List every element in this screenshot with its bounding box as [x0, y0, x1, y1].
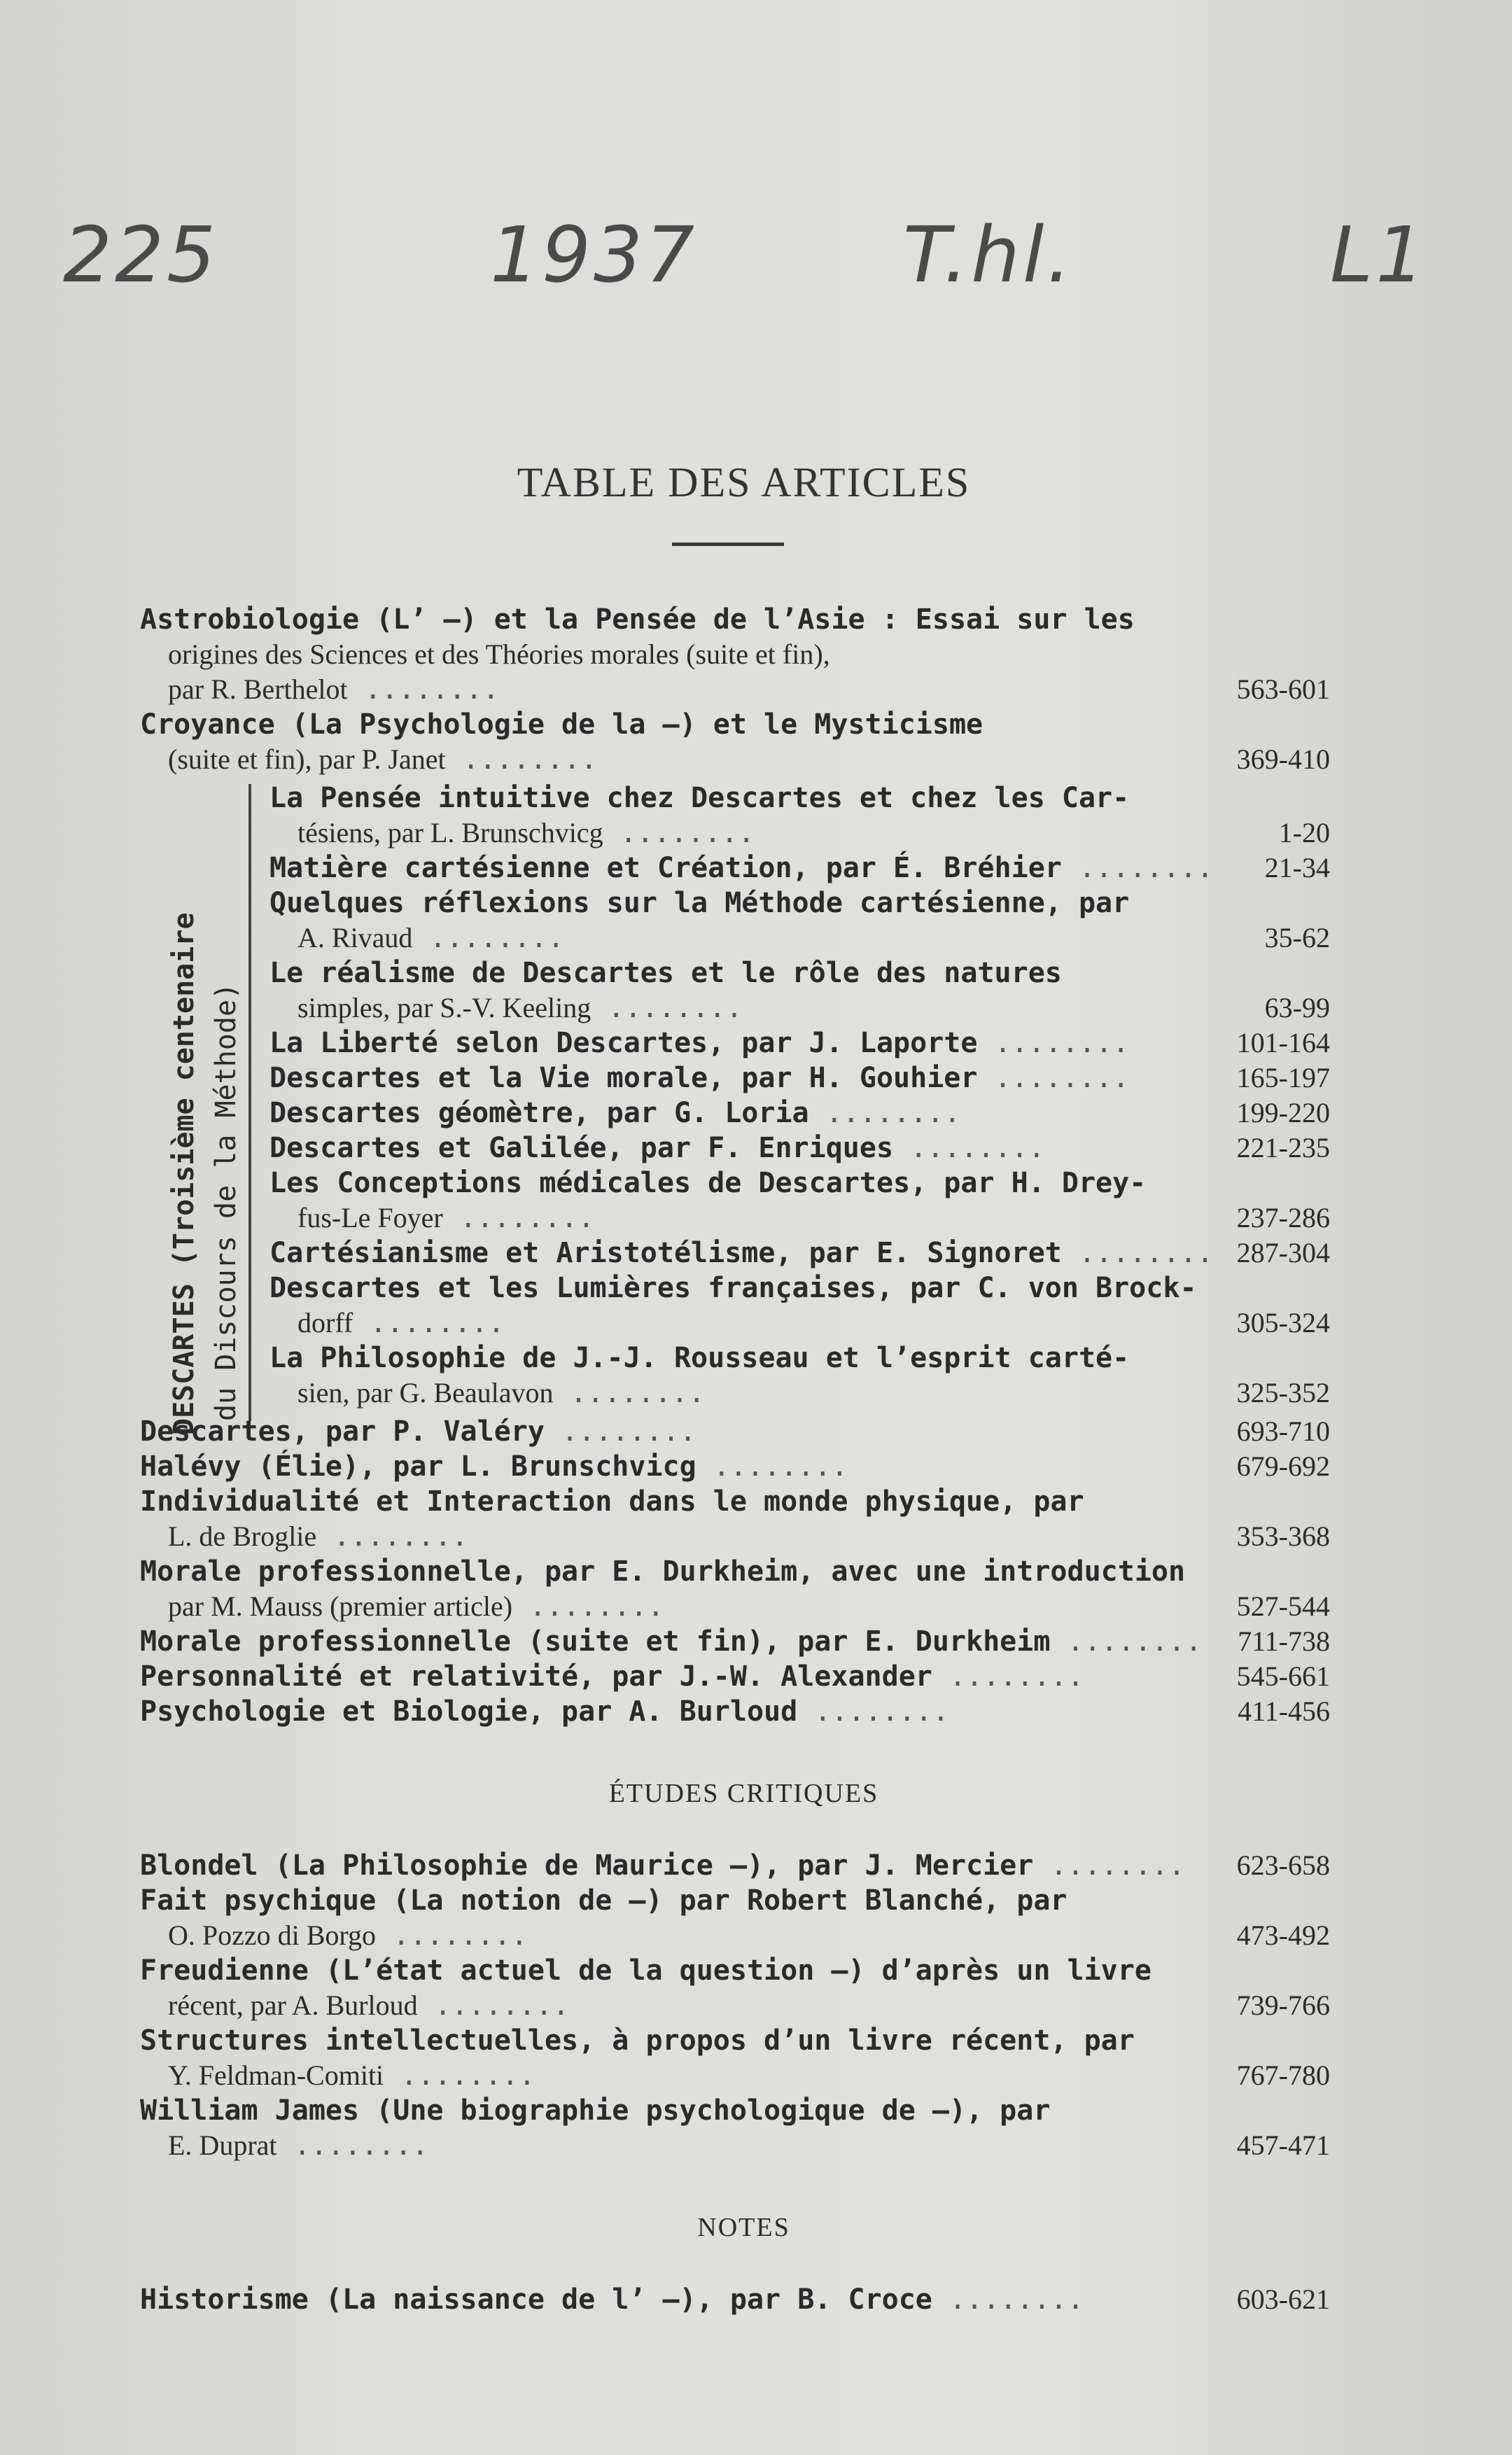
page-title: TABLE DES ARTICLES — [517, 459, 971, 505]
page-range: 457-471 — [1236, 2129, 1330, 2161]
leader-dots: ........ — [553, 1377, 706, 1409]
entry-text: Y. Feldman-Comiti — [168, 2059, 384, 2091]
entry-line — [270, 1376, 1330, 1411]
etude-entry — [140, 1883, 1330, 1953]
etude-entry — [140, 2023, 1330, 2093]
descartes-article-entry — [270, 956, 1330, 1026]
descartes-article-entry — [270, 1166, 1330, 1236]
page-range: 221-235 — [1236, 1132, 1330, 1163]
article-entry — [140, 1694, 1330, 1729]
page-range: 325-352 — [1236, 1377, 1330, 1408]
etude-entry — [140, 2093, 1330, 2163]
entry-line — [270, 1166, 1330, 1201]
entry-line — [140, 707, 1330, 742]
page-range: 353-368 — [1236, 1520, 1330, 1552]
entry-line — [270, 1061, 1330, 1096]
entry-line — [140, 742, 1330, 777]
page-range: 545-661 — [1236, 1660, 1330, 1692]
leader-dots: ........ — [316, 1520, 468, 1553]
descartes-article-entry — [270, 1341, 1330, 1411]
entry-text: récent, par A. Burloud — [168, 1989, 418, 2021]
descartes-article-entry — [270, 851, 1330, 886]
entry-line — [270, 1131, 1330, 1166]
article-entry — [140, 1624, 1330, 1659]
entry-text: William James (Une biographie psychologique de —), par — [140, 2094, 1051, 2127]
entry-text: Morale professionnelle (suite et fin), par E. Durkheim — [140, 1625, 1051, 1658]
entry-line — [140, 1883, 1330, 1918]
etude-entry — [140, 1953, 1330, 2023]
page-range: 21-34 — [1264, 852, 1330, 883]
entry-text: origines des Sciences et des Théories morales (suite et fin), — [168, 638, 830, 670]
leader-dots: ........ — [445, 743, 598, 776]
entry-line — [270, 991, 1330, 1026]
entry-text: Freudienne (L’état actuel de la question —) d’après un livre — [140, 1954, 1152, 1987]
entry-text: Descartes, par P. Valéry — [140, 1415, 545, 1448]
entry-line — [140, 1918, 1330, 1953]
entry-line — [140, 1589, 1330, 1624]
handwritten-note-3: T.hl. — [903, 210, 1074, 300]
leader-dots: ........ — [696, 1450, 848, 1483]
entry-line — [270, 816, 1330, 851]
entry-line — [270, 1236, 1330, 1271]
page-range: 527-544 — [1236, 1590, 1330, 1622]
page-range: 739-766 — [1236, 1989, 1330, 2021]
entry-text: fus-Le Foyer — [298, 1202, 443, 1233]
page-range: 693-710 — [1236, 1415, 1330, 1447]
entry-text: L. de Broglie — [168, 1520, 317, 1552]
entry-text: par M. Mauss (premier article) — [168, 1590, 513, 1622]
entry-text: Astrobiologie (L’ —) et la Pensée de l’Asie : Essai sur les — [140, 603, 1135, 636]
page-range: 237-286 — [1236, 1202, 1330, 1233]
entry-text: (suite et fin), par P. Janet — [168, 743, 446, 775]
entry-line — [140, 602, 1330, 637]
handwritten-note-1: 225 — [63, 210, 218, 300]
entry-line — [270, 921, 1330, 956]
entry-line — [140, 1414, 1330, 1449]
leader-dots: ........ — [932, 2283, 1084, 2316]
entry-text: Descartes et la Vie morale, par H. Gouhier — [270, 1062, 978, 1094]
leader-dots: ........ — [376, 1919, 528, 1952]
leader-dots: ........ — [384, 2059, 536, 2092]
entry-line — [270, 851, 1330, 886]
entry-text: Matière cartésienne et Création, par É. Bréhier — [270, 852, 1062, 884]
entry-line — [140, 1554, 1330, 1589]
page-range: 411-456 — [1238, 1695, 1330, 1727]
page-range: 473-492 — [1236, 1919, 1330, 1951]
leader-dots: ........ — [412, 922, 565, 954]
entry-text: La Philosophie de J.-J. Rousseau et l’esprit carté- — [270, 1342, 1130, 1374]
entry-text: Le réalisme de Descartes et le rôle des natures — [270, 957, 1062, 989]
handwritten-note-4: L1 — [1330, 210, 1428, 300]
entry-line — [270, 781, 1330, 816]
descartes-bracket — [248, 784, 251, 1421]
entry-line — [140, 1519, 1330, 1554]
entry-text: La Pensée intuitive chez Descartes et chez les Car- — [270, 782, 1130, 814]
page-range: 35-62 — [1264, 922, 1330, 953]
entry-line — [140, 1449, 1330, 1484]
page-range: 603-621 — [1236, 2283, 1330, 2315]
entry-line — [140, 2128, 1330, 2163]
descartes-article-entry — [270, 1026, 1330, 1061]
entry-text: E. Duprat — [168, 2129, 277, 2161]
page-range: 305-324 — [1236, 1307, 1330, 1338]
title-rule — [672, 543, 784, 546]
leader-dots: ........ — [893, 1132, 1045, 1164]
entry-line — [270, 1096, 1330, 1131]
leader-dots: ........ — [808, 1097, 961, 1129]
entry-line — [270, 1271, 1330, 1306]
entry-line — [270, 886, 1330, 921]
descartes-article-entry — [270, 1271, 1330, 1341]
entry-line — [270, 956, 1330, 991]
leader-dots: ........ — [1061, 1237, 1214, 1269]
leader-dots: ........ — [276, 2129, 429, 2162]
leader-dots: ........ — [417, 1989, 570, 2022]
entry-text: Historisme (La naissance de l’ —), par B. Croce — [140, 2283, 932, 2316]
leader-dots: ........ — [544, 1415, 696, 1448]
entry-text: dorff — [298, 1307, 354, 1338]
entry-text: Structures intellectuelles, à propos d’un livre récent, par — [140, 2024, 1135, 2057]
descartes-label-main: DESCARTES (Troisième centenaire — [168, 912, 200, 1435]
entry-text: Morale professionnelle, par E. Durkheim, avec une introduction — [140, 1555, 1186, 1588]
leader-dots: ........ — [347, 673, 500, 706]
descartes-group-label — [140, 791, 252, 1435]
entry-text: A. Rivaud — [298, 922, 413, 953]
descartes-article-entry — [270, 1131, 1330, 1166]
page-range: 63-99 — [1264, 992, 1330, 1023]
page-range: 199-220 — [1236, 1097, 1330, 1128]
entry-line — [140, 1484, 1330, 1519]
entry-line — [270, 1306, 1330, 1341]
entry-text: Psychologie et Biologie, par A. Burloud — [140, 1695, 798, 1728]
entry-text: Descartes géomètre, par G. Loria — [270, 1097, 809, 1129]
entry-line — [140, 637, 1330, 672]
entry-line — [140, 2058, 1330, 2093]
entry-line — [140, 672, 1330, 707]
entry-line — [140, 1988, 1330, 2023]
entry-text: par R. Berthelot — [168, 673, 348, 705]
article-entry — [140, 1449, 1330, 1484]
etude-entry — [140, 1848, 1330, 1883]
article-entry — [140, 707, 1330, 777]
entry-text: Fait psychique (La notion de —) par Robert Blanché, par — [140, 1884, 1068, 1917]
descartes-article-entry — [270, 781, 1330, 851]
leader-dots: ........ — [512, 1590, 664, 1623]
page-range: 101-164 — [1236, 1027, 1330, 1058]
entry-text: tésiens, par L. Brunschvicg — [298, 817, 603, 848]
page-range: 711-738 — [1238, 1625, 1330, 1657]
entry-text: sien, par G. Beaulavon — [298, 1377, 554, 1408]
leader-dots: ........ — [977, 1062, 1130, 1094]
entry-line — [140, 1848, 1330, 1883]
entry-text: Croyance (La Psychologie de la —) et le Mysticisme — [140, 708, 983, 741]
leader-dots: ........ — [591, 992, 743, 1024]
leader-dots: ........ — [1061, 852, 1214, 884]
leader-dots: ........ — [603, 817, 755, 849]
entry-line — [270, 1201, 1330, 1236]
page-range: 369-410 — [1236, 743, 1330, 775]
entry-line — [270, 1341, 1330, 1376]
entry-line — [270, 1026, 1330, 1061]
entry-text: Descartes et les Lumières françaises, par C. von Brock- — [270, 1272, 1197, 1304]
descartes-article-entry — [270, 1236, 1330, 1271]
entry-text: Cartésianisme et Aristotélisme, par E. Signoret — [270, 1237, 1062, 1269]
descartes-article-entry — [270, 1061, 1330, 1096]
leader-dots: ........ — [932, 1660, 1084, 1693]
entry-text: Quelques réflexions sur la Méthode cartésienne, par — [270, 887, 1130, 919]
article-entry — [140, 1554, 1330, 1624]
entry-line — [140, 2023, 1330, 2058]
leader-dots: ........ — [1050, 1625, 1203, 1658]
page-range: 767-780 — [1236, 2059, 1330, 2091]
leader-dots: ........ — [1033, 1849, 1186, 1882]
entry-text: O. Pozzo di Borgo — [168, 1919, 377, 1951]
leader-dots: ........ — [797, 1695, 949, 1728]
entry-text: Les Conceptions médicales de Descartes, par H. Drey- — [270, 1167, 1147, 1199]
article-entry — [140, 1659, 1330, 1694]
entry-line — [140, 1694, 1330, 1729]
leader-dots: ........ — [442, 1202, 595, 1234]
descartes-article-entry — [270, 1096, 1330, 1131]
entry-line — [140, 2093, 1330, 2128]
entry-text: Personnalité et relativité, par J.-W. Alexander — [140, 1660, 932, 1693]
leader-dots: ........ — [353, 1307, 505, 1339]
page-range: 287-304 — [1236, 1237, 1330, 1268]
entry-line — [140, 1624, 1330, 1659]
handwritten-note-2: 1937 — [490, 210, 697, 300]
article-entry — [140, 602, 1330, 707]
page-range: 679-692 — [1236, 1450, 1330, 1482]
entry-line — [140, 1953, 1330, 1988]
section-title-etudes: ÉTUDES CRITIQUES — [608, 1779, 879, 1808]
entry-text: Descartes et Galilée, par F. Enriques — [270, 1132, 894, 1164]
page-range: 563-601 — [1236, 673, 1330, 705]
entry-text: Blondel (La Philosophie de Maurice —), par J. Mercier — [140, 1849, 1034, 1882]
entry-line — [140, 2282, 1330, 2317]
section-title-notes: NOTES — [697, 2213, 790, 2242]
entry-text: Individualité et Interaction dans le monde physique, par — [140, 1485, 1084, 1518]
article-entry — [140, 1484, 1330, 1554]
entry-text: simples, par S.-V. Keeling — [298, 992, 592, 1023]
page-range: 165-197 — [1236, 1062, 1330, 1093]
article-entry — [140, 1414, 1330, 1449]
descartes-label-sub: du Discours de la Méthode) — [210, 982, 242, 1421]
descartes-article-entry — [270, 886, 1330, 956]
leader-dots: ........ — [977, 1027, 1130, 1059]
page-range: 1-20 — [1278, 817, 1330, 848]
entry-line — [140, 1659, 1330, 1694]
entry-text: Halévy (Élie), par L. Brunschvicg — [140, 1450, 696, 1483]
note-entry — [140, 2282, 1330, 2317]
page-range: 623-658 — [1236, 1849, 1330, 1881]
entry-text: La Liberté selon Descartes, par J. Laporte — [270, 1027, 978, 1059]
